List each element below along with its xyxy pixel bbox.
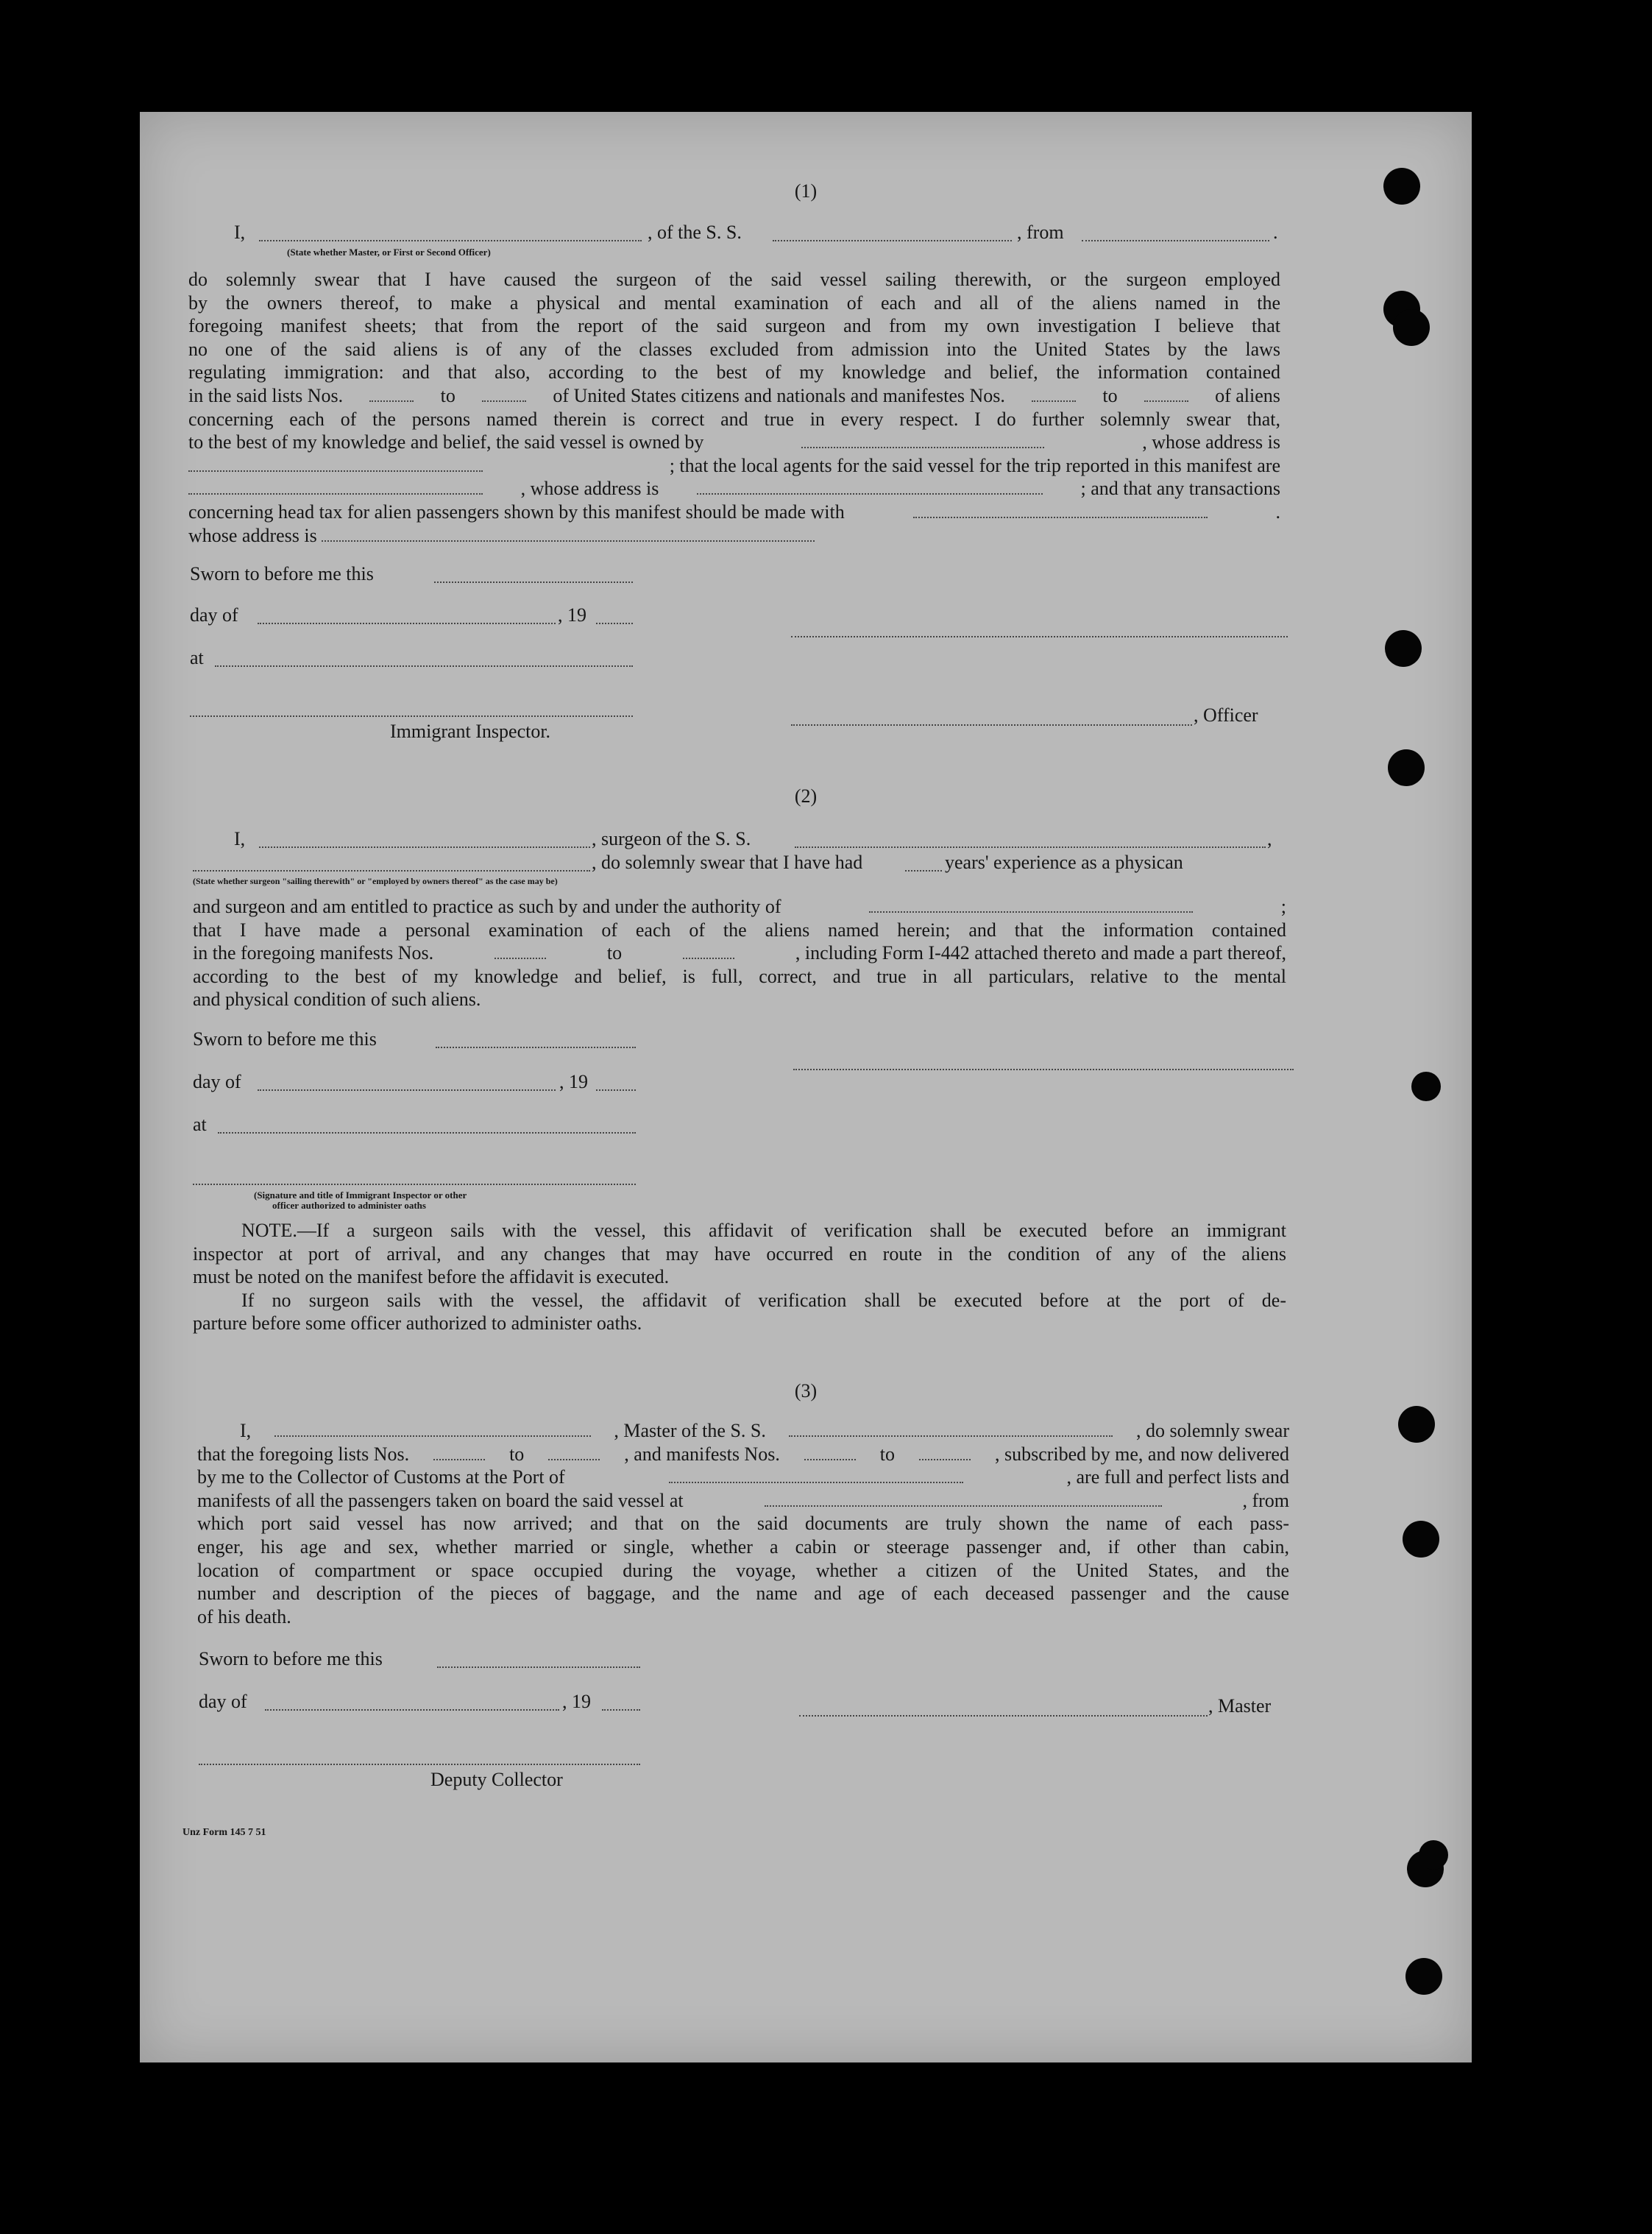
s2-surgeon-signature-field[interactable] <box>793 1069 1294 1070</box>
punch-hole <box>1383 168 1420 205</box>
punch-hole <box>1388 749 1425 786</box>
section-2-body: and surgeon and am entitled to practice as such by and under the authority of ; that I have made a personal examination of each of the aliens named herein; and that the information contained in the foregoing manifests Nos. to , including Form I-442 attached thereto and made a part thereof, according to the best of my knowledge and belief, is full, correct, and true in all particulars, relative to the mental and physical condition of such aliens. <box>193 896 1286 1011</box>
form-page: (1) I, , of the S. S. , from . (State whether Master, or First or Second Officer) do solemnly swear that I have caused the surgeon of the said vessel sailing therewith, or the surgeon employed by the owners thereof, to make a physical and mental examination of each and all of the aliens named in the foregoing manifest sheets; that from the report of the said surgeon and from my own investigation I believe that no one of the said aliens is of any of the classes excluded from admission into the United States by the laws regulating immigration: and that also, according to the best of my knowledge and belief, the information contained in the said lists Nos. to of United States citizens and nationals and manifestes Nos. to of aliens concerning each of the persons named therein is correct and true in every respect. I do further solemnly swear that, to the best of my knowledge and belief, the said vessel is owned by , whose address is ; that the local agents for the said vessel for the trip reported in this manifest are , whose address is ; and that any transactions concerning head tax for alien passengers shown by this manifest should be made with . whose address is Sworn to before me this day of , 19 at , Officer Immigrant Inspector. (2) I, , surgeon of the S. S. , , do solemnly swear that I have had years' experience as a physican (State whether surgeon "sailing therewith" or "employed by owners thereof" as the case may be) and surgeon and am entitled to practice as such by and under the authority of ; that I have made a personal examination of each of the aliens named herein; and that the information contained in the foregoing manifests Nos. to , including Form I-442 attached thereto and made a part thereof, according to the best of my knowledge and belief, is full, correct, and true in all particulars, relative to the mental and physical condition of such aliens. Sworn to before me this day of , 19 at (Signature and title of Immigrant Inspector or other officer authorized to administer oaths NOTE.—If a surgeon sails with the vessel, this affidavit of verification shall be executed before an immigrant inspector at port of arrival, and any changes that may have occurred en route in the condition of any of the aliens must be noted on the manifest before the affidavit is executed. If no surgeon sails with the vessel, the affidavit of verification shall be executed before at the port of de- parture before some officer authorized to administer oaths. (3) I, , Master of the S. S. , do solemnly swear that the foregoing lists Nos. to , and manifests Nos. to , subscribed by me, and now delivered by me to the Collector of Customs at the Port of , are full and perfect lists and manifests of all the passengers taken on board the said vessel at , from which port said vessel has now arrived; and that on the said documents are truly shown the name of each pass- enger, his age and sex, whether married or single, whether a cabin or steerage passenger and, if other than cabin, location of compartment or space occupied during the voyage, whether a citizen of the United States, and the number and description of the pieces of baggage, and the name and age of each deceased passenger and the cause of his death. Sworn to before me this day of , 19 , Master Deputy Collector Unz Form 145 7 51 <box>140 112 1472 2062</box>
section-3-body: I, , Master of the S. S. , do solemnly swear that the foregoing lists Nos. to , and manifests Nos. to , subscribed by me, and now delivered by me to the Collector of Customs at the Port of , are full and perfect lists and manifests of all the passengers taken on board the said vessel at , from which port said vessel has now arrived; and that on the said documents are truly shown the name of each pass- enger, his age and sex, whether married or single, whether a cabin or steerage passenger and, if other than cabin, location of compartment or space occupied during the voyage, whether a citizen of the United States, and the number and description of the pieces of baggage, and the name and age of each deceased passenger and the cause of his death. <box>197 1420 1289 1627</box>
punch-hole <box>1385 630 1422 667</box>
s3-sworn-date-field[interactable] <box>437 1666 640 1668</box>
punch-hole <box>1411 1072 1441 1101</box>
punch-hole <box>1398 1406 1435 1443</box>
s1-inspector-label: Immigrant Inspector. <box>390 721 551 742</box>
ship-name-field[interactable] <box>773 240 1012 241</box>
s3-year-field[interactable] <box>602 1709 640 1711</box>
owner-address-field[interactable] <box>188 454 483 472</box>
s2-manifests-from-field[interactable] <box>494 941 546 959</box>
s2-solemn: , do solemnly swear that I have had <box>592 852 863 873</box>
punch-hole <box>1419 1840 1448 1870</box>
s1-officer-signature-field[interactable] <box>791 724 1192 726</box>
s1-sworn-label: Sworn to before me this <box>190 563 374 584</box>
citizen-lists-to-field[interactable] <box>482 384 526 402</box>
master-name-field[interactable] <box>274 1419 591 1437</box>
s3-lists-to-field[interactable] <box>548 1443 600 1460</box>
citizen-lists-from-field[interactable] <box>369 384 414 402</box>
s1-signature-field[interactable] <box>791 636 1288 637</box>
s1-month-field[interactable] <box>258 623 556 624</box>
s2-surgeon-of: , surgeon of the S. S. <box>592 828 751 849</box>
surgeon-status-field[interactable] <box>193 870 590 872</box>
s3-deputy-label: Deputy Collector <box>430 1769 563 1790</box>
punch-hole <box>1393 309 1430 346</box>
s2-year-field[interactable] <box>596 1089 636 1091</box>
form-identifier: Unz Form 145 7 51 <box>182 1827 266 1838</box>
s3-month-field[interactable] <box>265 1709 559 1711</box>
s2-month-field[interactable] <box>258 1089 556 1091</box>
port-of-entry-field[interactable] <box>669 1466 963 1483</box>
s2-at-label: at <box>193 1114 207 1135</box>
s3-collector-signature-field[interactable] <box>199 1764 640 1765</box>
s3-master-label: , Master <box>1208 1695 1272 1717</box>
s3-year-label: , 19 <box>562 1691 591 1712</box>
s3-master-signature-field[interactable] <box>799 1715 1208 1717</box>
s1-from: , from <box>1017 222 1064 243</box>
local-agents-field[interactable] <box>188 477 483 495</box>
section-2-note: NOTE.—If a surgeon sails with the vessel, this affidavit of verification shall be executed before an immigrant inspector at port of arrival, and any changes that may have occurred en route in the condition of any of the aliens must be noted on the manifest before the affidavit is executed. If no surgeon sails with the vessel, the affidavit of verification shall be executed before at the port of de- parture before some officer authorized to administer oaths. <box>193 1220 1286 1335</box>
section-1-body: do solemnly swear that I have caused the surgeon of the said vessel sailing therewith, or the surgeon employed by the owners thereof, to make a physical and mental examination of each and all of the aliens named in the foregoing manifest sheets; that from the report of the said surgeon and from my own investigation I believe that no one of the said aliens is of any of the classes excluded from admission into the United States by the laws regulating immigration: and that also, according to the best of my knowledge and belief, the information contained in the said lists Nos. to of United States citizens and nationals and manifestes Nos. to of aliens concerning each of the persons named therein is correct and true in every respect. I do further solemnly swear that, to the best of my knowledge and belief, the said vessel is owned by , whose address is ; that the local agents for the said vessel for the trip reported in this manifest are , whose address is ; and that any transactions concerning head tax for alien passengers shown by this manifest should be made with . whose address is <box>188 269 1280 546</box>
punch-hole <box>1403 1521 1439 1558</box>
s1-year-label: , 19 <box>558 604 586 626</box>
practice-authority-field[interactable] <box>869 895 1193 913</box>
s3-ship-name-field[interactable] <box>789 1419 1113 1437</box>
vessel-owner-field[interactable] <box>801 431 1044 448</box>
alien-manifests-from-field[interactable] <box>1032 384 1076 402</box>
agents-address-field[interactable] <box>697 477 1043 495</box>
departure-port-field[interactable] <box>1082 240 1269 241</box>
s1-dayof-label: day of <box>190 604 238 626</box>
s1-at-label: at <box>190 647 204 668</box>
s1-inspector-signature-field[interactable] <box>190 715 633 717</box>
officer-instruction-note: (State whether Master, or First or Second Officer) <box>287 247 491 258</box>
s2-ship-name-field[interactable] <box>795 846 1266 848</box>
signature-instruction-1: (Signature and title of Immigrant Inspector or other <box>254 1190 467 1201</box>
s2-place-field[interactable] <box>218 1132 636 1134</box>
section-1-heading: (1) <box>794 180 818 202</box>
s1-place-field[interactable] <box>215 665 633 667</box>
s1-of-ss: , of the S. S. <box>648 222 742 243</box>
s2-year-label: , 19 <box>559 1071 588 1092</box>
officer-name-field[interactable] <box>259 240 642 241</box>
head-tax-address-field[interactable] <box>322 524 815 542</box>
s2-dayof-label: day of <box>193 1071 241 1092</box>
s2-sworn-label: Sworn to before me this <box>193 1028 377 1050</box>
section-2-heading: (2) <box>794 785 818 807</box>
s3-lists-from-field[interactable] <box>433 1443 485 1460</box>
s1-sworn-date-field[interactable] <box>434 582 633 583</box>
embarkation-port-field[interactable] <box>765 1489 1162 1507</box>
years-experience-field[interactable] <box>905 870 942 872</box>
punch-hole <box>1405 1958 1442 1995</box>
s1-officer-label: , Officer <box>1194 704 1258 726</box>
s1-i: I, <box>234 222 246 243</box>
section-3-heading: (3) <box>794 1380 818 1401</box>
surgeon-instruction-note: (State whether surgeon "sailing therewith" or "employed by owners thereof" as the case may be) <box>193 876 558 886</box>
s3-sworn-label: Sworn to before me this <box>199 1648 383 1669</box>
s2-officer-signature-field[interactable] <box>193 1184 636 1185</box>
head-tax-contact-field[interactable] <box>913 501 1208 518</box>
s3-manifests-to-field[interactable] <box>919 1443 971 1460</box>
s3-manifests-from-field[interactable] <box>804 1443 856 1460</box>
s2-manifests-to-field[interactable] <box>683 941 734 959</box>
surgeon-name-field[interactable] <box>259 846 590 848</box>
s1-year-field[interactable] <box>596 623 633 624</box>
s2-sworn-date-field[interactable] <box>436 1047 636 1048</box>
s3-dayof-label: day of <box>199 1691 247 1712</box>
alien-manifests-to-field[interactable] <box>1144 384 1188 402</box>
s2-years: years' experience as a physican <box>945 852 1183 873</box>
signature-instruction-2: officer authorized to administer oaths <box>272 1200 426 1211</box>
s2-i: I, <box>234 828 246 849</box>
